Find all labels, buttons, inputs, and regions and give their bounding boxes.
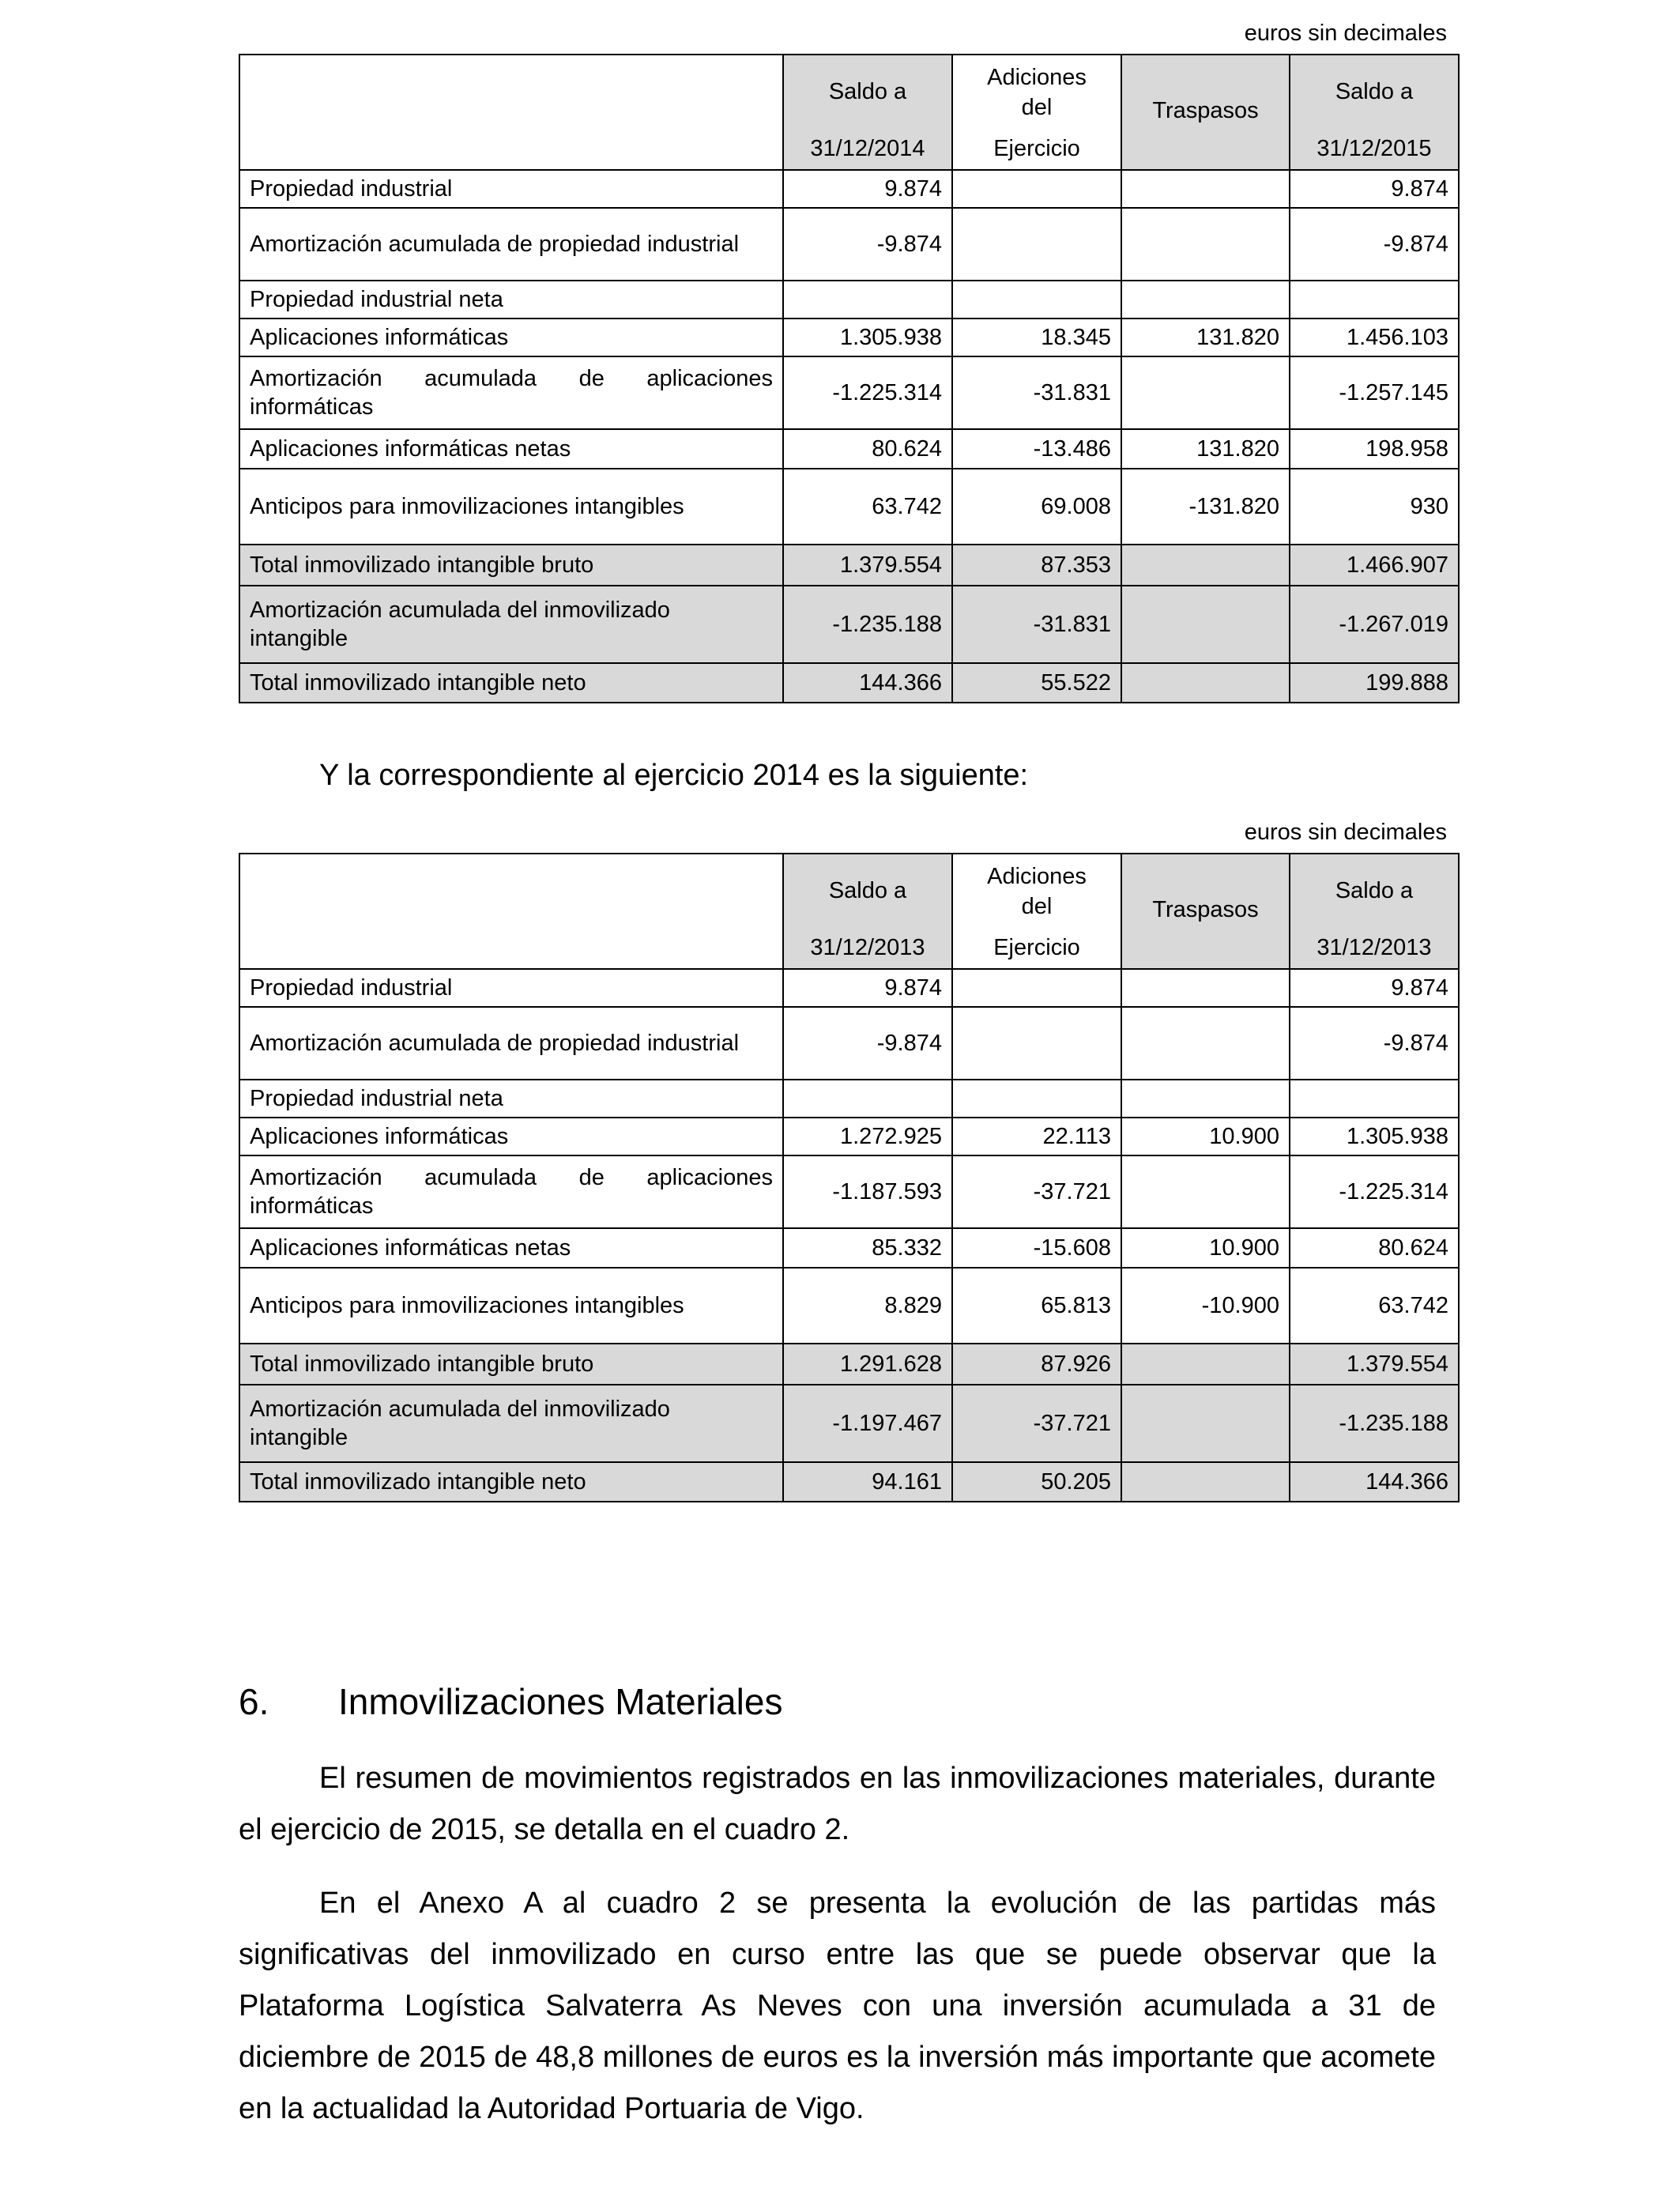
row-value: 94.161: [783, 1462, 952, 1502]
row-label: Aplicaciones informáticas netas: [239, 429, 783, 469]
header-saldo-date: 31/12/2013: [810, 935, 925, 960]
section-title: Inmovilizaciones Materiales: [338, 1681, 783, 1722]
header-traspasos-label: Traspasos: [1152, 98, 1259, 123]
header-adiciones-line3: Ejercicio: [993, 935, 1080, 960]
header-saldo-inicial: [783, 854, 952, 969]
row-value: -1.257.145: [1290, 356, 1459, 429]
table-row: [239, 1007, 1459, 1080]
header-adiciones: [952, 55, 1121, 170]
section-number: 6.: [239, 1681, 269, 1722]
row-label: Total inmovilizado intangible bruto: [239, 545, 783, 586]
row-label: Propiedad industrial neta: [239, 1080, 783, 1118]
row-value: 8.829: [783, 1268, 952, 1344]
header-adiciones-line1: Adiciones: [987, 864, 1087, 889]
table-row: [239, 1080, 1459, 1118]
row-value: 10.900: [1121, 1118, 1290, 1155]
table-row: [239, 969, 1459, 1007]
header-saldo-final-line1: Saldo a: [1335, 79, 1414, 104]
row-label: Amortización acumulada de propiedad industrial: [239, 208, 783, 281]
header-traspasos: [1121, 854, 1290, 969]
table-row-total: [239, 663, 1459, 703]
row-value: 87.353: [952, 545, 1121, 586]
row-value: 1.305.938: [783, 319, 952, 356]
header-traspasos-label: Traspasos: [1152, 897, 1259, 922]
row-value: 1.456.103: [1290, 319, 1459, 356]
row-label: Amortización acumulada de propiedad industrial: [239, 1007, 783, 1080]
row-value: 9.874: [1290, 969, 1459, 1007]
row-label: Aplicaciones informáticas: [239, 319, 783, 356]
row-value: 65.813: [952, 1268, 1121, 1344]
row-value: 9.874: [783, 969, 952, 1007]
intro-2014-text: Y la correspondiente al ejercicio 2014 es la siguiente:: [319, 759, 1029, 792]
row-value: [1121, 1344, 1290, 1385]
unit-label-table1: euros sin decimales: [1244, 21, 1447, 46]
table-row: [239, 1118, 1459, 1155]
header-saldo-line1: Saldo a: [828, 878, 907, 903]
table-row-total: [239, 586, 1459, 663]
row-value: [1121, 170, 1290, 208]
table-row-total: [239, 545, 1459, 586]
row-value: [1121, 208, 1290, 281]
row-value: -1.197.467: [783, 1385, 952, 1462]
row-value: [1290, 281, 1459, 319]
row-value: 18.345: [952, 319, 1121, 356]
row-value: 9.874: [783, 170, 952, 208]
row-value: 199.888: [1290, 663, 1459, 703]
row-value: 9.874: [1290, 170, 1459, 208]
row-value: 131.820: [1121, 429, 1290, 469]
row-label: Propiedad industrial: [239, 969, 783, 1007]
row-value: [1121, 1007, 1290, 1080]
header-adiciones-line3: Ejercicio: [993, 136, 1080, 161]
row-value: [1121, 1155, 1290, 1228]
row-value: 1.379.554: [783, 545, 952, 586]
row-value: [952, 281, 1121, 319]
row-value: [1121, 545, 1290, 586]
row-value: -1.267.019: [1290, 586, 1459, 663]
table-row-total: [239, 1462, 1459, 1502]
header-saldo-final: [1290, 55, 1459, 170]
row-label: Total inmovilizado intangible bruto: [239, 1344, 783, 1385]
row-value: -1.235.188: [783, 586, 952, 663]
paragraph: En el Anexo A al cuadro 2 se presenta la evolución de las partidas más significativas del inmovilizado en curso entre las que se puede observar que la Plataforma Logística Salvaterra As Neves con una inversión acumulada a 31 de diciembre de 2015 de 48,8 millones de euros es la inversión más importante que acomete en la actualidad la Autoridad Portuaria de Vigo.: [239, 1887, 1436, 2125]
row-value: -1.235.188: [1290, 1385, 1459, 1462]
row-value: 930: [1290, 469, 1459, 545]
header-saldo-line1: Saldo a: [828, 79, 907, 104]
table-row: [239, 1155, 1459, 1228]
row-value: 144.366: [783, 663, 952, 703]
row-value: -131.820: [1121, 469, 1290, 545]
row-value: 198.958: [1290, 429, 1459, 469]
row-value: 69.008: [952, 469, 1121, 545]
header-adiciones-line1: Adiciones: [987, 65, 1087, 90]
row-label: Amortización acumulada de aplicaciones informáticas: [239, 356, 783, 429]
table-header-row: [239, 854, 1459, 969]
intangible-assets-table-2015: [239, 54, 1460, 703]
row-value: [1121, 356, 1290, 429]
table-row: [239, 1228, 1459, 1268]
row-label: Anticipos para inmovilizaciones intangibles: [239, 1268, 783, 1344]
row-value: 144.366: [1290, 1462, 1459, 1502]
row-value: [1121, 281, 1290, 319]
header-blank-cell: [239, 854, 783, 969]
table-row: [239, 1268, 1459, 1344]
row-value: -9.874: [783, 1007, 952, 1080]
header-saldo-final-date: 31/12/2013: [1317, 935, 1432, 960]
row-value: -37.721: [952, 1155, 1121, 1228]
table-row-total: [239, 1344, 1459, 1385]
row-value: 22.113: [952, 1118, 1121, 1155]
row-value: [1121, 969, 1290, 1007]
row-value: [952, 208, 1121, 281]
row-label: Anticipos para inmovilizaciones intangibles: [239, 469, 783, 545]
header-adiciones: [952, 854, 1121, 969]
row-value: -10.900: [1121, 1268, 1290, 1344]
row-value: 80.624: [783, 429, 952, 469]
row-label: Amortización acumulada de aplicaciones informáticas: [239, 1155, 783, 1228]
table-header-row: [239, 55, 1459, 170]
row-label: Aplicaciones informáticas: [239, 1118, 783, 1155]
table-row: [239, 170, 1459, 208]
header-saldo-final-date: 31/12/2015: [1317, 136, 1432, 161]
row-value: 1.272.925: [783, 1118, 952, 1155]
row-label: Aplicaciones informáticas netas: [239, 1228, 783, 1268]
row-value: [952, 969, 1121, 1007]
row-value: [1121, 663, 1290, 703]
row-value: -9.874: [783, 208, 952, 281]
intangible-assets-table-2014: [239, 853, 1460, 1502]
row-label: Total inmovilizado intangible neto: [239, 663, 783, 703]
row-label: Total inmovilizado intangible neto: [239, 1462, 783, 1502]
row-value: [1290, 1080, 1459, 1118]
row-value: -1.187.593: [783, 1155, 952, 1228]
unit-label-table2: euros sin decimales: [1244, 820, 1447, 845]
header-saldo-final: [1290, 854, 1459, 969]
table-row: [239, 208, 1459, 281]
table-row: [239, 281, 1459, 319]
row-value: -31.831: [952, 356, 1121, 429]
row-value: [952, 170, 1121, 208]
row-label: Propiedad industrial: [239, 170, 783, 208]
header-saldo-date: 31/12/2014: [810, 136, 925, 161]
row-value: -15.608: [952, 1228, 1121, 1268]
row-value: [1121, 1385, 1290, 1462]
row-value: [952, 1007, 1121, 1080]
row-value: [952, 1080, 1121, 1118]
row-value: 131.820: [1121, 319, 1290, 356]
row-value: 63.742: [783, 469, 952, 545]
row-value: 85.332: [783, 1228, 952, 1268]
row-value: -13.486: [952, 429, 1121, 469]
row-value: [783, 281, 952, 319]
header-saldo-final-line1: Saldo a: [1335, 878, 1414, 903]
row-label: Amortización acumulada del inmovilizado intangible: [239, 1385, 783, 1462]
row-value: -9.874: [1290, 1007, 1459, 1080]
table-row: [239, 319, 1459, 356]
row-value: -31.831: [952, 586, 1121, 663]
row-value: 80.624: [1290, 1228, 1459, 1268]
header-blank-cell: [239, 55, 783, 170]
row-value: [1121, 586, 1290, 663]
row-value: -37.721: [952, 1385, 1121, 1462]
row-value: [1121, 1462, 1290, 1502]
table-row: [239, 356, 1459, 429]
row-value: 63.742: [1290, 1268, 1459, 1344]
row-value: -1.225.314: [1290, 1155, 1459, 1228]
row-value: 55.522: [952, 663, 1121, 703]
row-label: Propiedad industrial neta: [239, 281, 783, 319]
row-value: 1.305.938: [1290, 1118, 1459, 1155]
row-value: 1.466.907: [1290, 545, 1459, 586]
row-value: -1.225.314: [783, 356, 952, 429]
table-row: [239, 469, 1459, 545]
header-saldo-inicial: [783, 55, 952, 170]
row-value: [783, 1080, 952, 1118]
row-value: [1121, 1080, 1290, 1118]
header-traspasos: [1121, 55, 1290, 170]
row-value: 87.926: [952, 1344, 1121, 1385]
table-row-total: [239, 1385, 1459, 1462]
row-value: 1.379.554: [1290, 1344, 1459, 1385]
row-value: 10.900: [1121, 1228, 1290, 1268]
row-value: 50.205: [952, 1462, 1121, 1502]
row-value: -9.874: [1290, 208, 1459, 281]
header-adiciones-line2: del: [1021, 894, 1053, 919]
paragraph: El resumen de movimientos registrados en las inmovilizaciones materiales, durante el ejercicio de 2015, se detalla en el cuadro 2.: [239, 1762, 1436, 1846]
row-label: Amortización acumulada del inmovilizado intangible: [239, 586, 783, 663]
table-row: [239, 429, 1459, 469]
header-adiciones-line2: del: [1021, 95, 1053, 120]
row-value: 1.291.628: [783, 1344, 952, 1385]
